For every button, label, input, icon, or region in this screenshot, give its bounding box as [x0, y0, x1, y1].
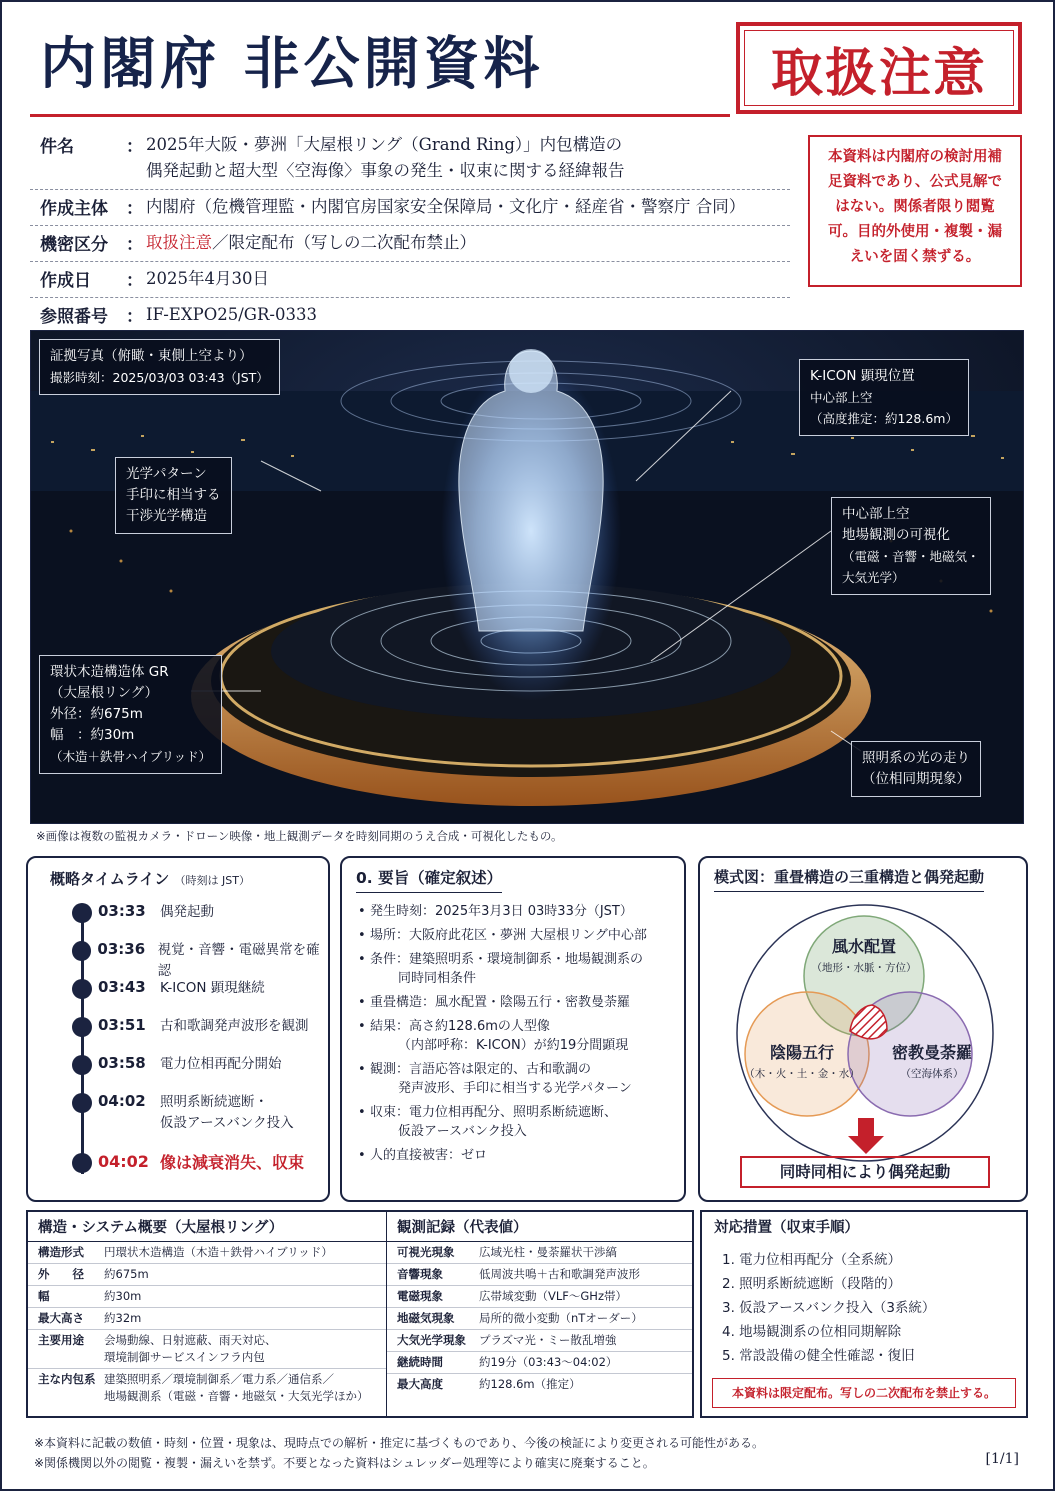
summary-line: • 人的直接被害：ゼロ [370, 1148, 488, 1163]
observation-key: 最大高度 [397, 1377, 443, 1391]
timeline-dot [72, 1017, 92, 1037]
classification-level: 取扱注意 [146, 233, 212, 252]
response-step: 5. 常設設備の健全性確認・復旧 [722, 1348, 915, 1364]
timeline-time: 03:51 [98, 1016, 146, 1034]
timeline-dot [72, 941, 91, 961]
center-line-3: （電磁・音響・地磁気・ [842, 549, 980, 564]
summary-title: 0. 要旨（確定叙述） [356, 866, 502, 893]
timeline-text: 像は減衰消失、収束 [160, 1153, 305, 1172]
optical-line-3: 干渉光学構造 [126, 508, 207, 524]
timeline-dot [72, 1055, 92, 1075]
fengshui-title: 風水配置 [831, 937, 896, 956]
response-panel [700, 1210, 1028, 1418]
confidential-stamp [736, 22, 1022, 114]
document-title: 内閣府 非公開資料 [40, 31, 544, 97]
summary-item [358, 902, 680, 921]
yinyang-label [742, 1040, 862, 1081]
meta-label: 参照番号 [40, 307, 108, 327]
callout-evidence [39, 339, 280, 395]
observation-value: 広域光柱・曼荼羅状干渉縞 [479, 1245, 617, 1259]
observation-key: 大気光学現象 [397, 1333, 466, 1347]
observation-title: 観測記録（代表値） [387, 1212, 692, 1242]
stamp-text: 取扱注意 [770, 42, 987, 104]
observation-value: 約128.6m（推定） [479, 1377, 581, 1391]
structure-key: 外 径 [38, 1267, 84, 1281]
timeline-text: 視覚・音響・電磁異常を確認 [157, 942, 320, 979]
meta-value: IF-EXPO25/GR-0333 [146, 305, 317, 324]
timeline-dot [72, 1153, 92, 1173]
structure-title: 構造・システム概要（大屋根リング） [28, 1212, 386, 1242]
timeline-time: 03:43 [98, 978, 146, 996]
observation-row [387, 1352, 692, 1374]
summary-line: • 場所：大阪府此花区・夢洲 大屋根リング中心部 [370, 928, 647, 943]
observation-row [387, 1374, 692, 1395]
timeline-text [160, 1092, 294, 1134]
response-steps [722, 1248, 935, 1368]
ring-line-1: 環状木造構造体 GR [50, 664, 169, 680]
timeline-text-line-1: 照明系断続遮断・ [160, 1094, 268, 1110]
meta-value: 2025年4月30日 [146, 269, 269, 288]
structure-value: 約32m [104, 1311, 142, 1325]
meta-row-subject [30, 128, 790, 190]
timeline-title [50, 868, 250, 889]
summary-list [358, 902, 680, 1170]
observation-row [387, 1330, 692, 1352]
document-meta [30, 128, 790, 333]
meta-row-classification [30, 226, 790, 262]
timeline-time: 04:02 [98, 1092, 146, 1110]
summary-line: • 結果：高さ約128.6mの人型像 [370, 1019, 550, 1034]
photo-caption: ※画像は複数の監視カメラ・ドローン映像・地上観測データを時刻同期のうえ合成・可視化したもの。 [36, 829, 563, 843]
distribution-warning: 本資料は限定配布。写しの二次配布を禁止する。 [712, 1378, 1016, 1408]
structure-value [104, 1371, 386, 1405]
structure-key: 構造形式 [38, 1245, 84, 1259]
observation-key: 電磁現象 [397, 1289, 443, 1303]
structure-row [28, 1264, 386, 1286]
yinyang-title: 陰陽五行 [769, 1043, 834, 1062]
structure-value-line: 会場動線、日射遮蔽、雨天対応、 [104, 1333, 277, 1347]
meta-label: 件名 [40, 137, 74, 157]
timeline-dot [72, 979, 92, 999]
observation-value: 約19分（03:43〜04:02） [479, 1355, 618, 1369]
summary-item [358, 950, 680, 988]
mandala-title: 密教曼荼羅 [891, 1043, 972, 1062]
timeline-time: 03:36 [97, 940, 146, 958]
response-title: 対応措置（収束手順） [714, 1220, 859, 1236]
kicon-line-2: 中心部上空 [810, 390, 873, 405]
down-arrow-icon [848, 1118, 884, 1154]
timeline-time: 03:58 [98, 1054, 146, 1072]
classification-detail: ／限定配布（写しの二次配布禁止） [212, 233, 476, 252]
structure-value-line: 建築照明系／環境制御系／電力系／通信系／ [104, 1372, 334, 1386]
lighting-line-1: 照明系の光の走り [862, 750, 970, 766]
subject-line-1: 2025年大阪・夢洲「大屋根リング（Grand Ring）」内包構造の [146, 135, 623, 154]
timeline-text: 電力位相再配分開始 [160, 1056, 282, 1072]
meta-colon: ： [126, 307, 143, 327]
structure-value [104, 1332, 386, 1366]
structure-key: 主な内包系 [38, 1372, 96, 1386]
center-line-1: 中心部上空 [842, 506, 910, 522]
meta-value: 内閣府（危機管理監・内閣官房国家安全保障局・文化庁・経産省・警察庁 合同） [146, 197, 746, 216]
summary-line: • 発生時刻：2025年3月3日 03時33分（JST） [370, 904, 633, 919]
observation-value: プラズマ光・ミー散乱増強 [479, 1333, 617, 1347]
footer-note-1: ※本資料に記載の数値・時刻・位置・現象は、現時点での解析・推定に基づくものであり、今後の検証により変更される可能性がある。 [34, 1436, 765, 1450]
kicon-line-3: （高度推定：約128.6m） [810, 411, 958, 426]
meta-label: 作成日 [40, 271, 91, 291]
activation-result: 同時同相により偶発起動 [740, 1156, 990, 1188]
footer-note-2: ※関係機関以外の閲覧・複製・漏えいを禁ず。不要となった資料はシュレッダー処理等により確実に廃棄すること。 [34, 1456, 655, 1470]
ring-line-4: 幅 ：約30m [50, 727, 135, 743]
summary-line-cont: 同時同相条件 [398, 971, 477, 986]
timeline-title-text: 概略タイムライン [50, 870, 170, 888]
timeline-text: K-ICON 顕現継続 [160, 980, 265, 996]
summary-line: • 条件：建築照明系・環境制御系・地場観測系の [370, 952, 644, 967]
structure-value-line: 環境制御サービスインフラ内包 [104, 1350, 265, 1364]
observation-row [387, 1264, 692, 1286]
diagram-panel [698, 856, 1028, 1202]
summary-item [358, 1103, 680, 1141]
summary-item [358, 1146, 680, 1165]
meta-row-date [30, 262, 790, 298]
title-underline [30, 114, 730, 117]
timeline-item-final [72, 1152, 304, 1173]
structure-row [28, 1286, 386, 1308]
observation-row [387, 1242, 692, 1264]
timeline-item [72, 1054, 282, 1075]
observation-key: 可視光現象 [397, 1245, 455, 1259]
timeline-dot [72, 1093, 92, 1113]
timeline-text: 偶発起動 [160, 904, 214, 920]
meta-row-reference [30, 298, 790, 333]
structure-row [28, 1330, 386, 1369]
summary-item [358, 1017, 680, 1055]
structure-key: 最大高さ [38, 1311, 84, 1325]
callout-center [831, 497, 991, 595]
structure-value: 約30m [104, 1289, 142, 1303]
observation-value: 広帯域変動（VLF〜GHz帯） [479, 1289, 627, 1303]
yinyang-sub: （木・火・土・金・水） [744, 1068, 860, 1080]
ring-line-3: 外径：約675m [50, 706, 143, 722]
meta-colon: ： [126, 137, 143, 157]
meta-label: 作成主体 [40, 199, 108, 219]
response-step: 3. 仮設アースバンク投入（3系統） [722, 1300, 936, 1316]
timeline-time: 03:33 [98, 902, 146, 920]
timeline-item [72, 1092, 294, 1134]
venn-diagram [700, 858, 1030, 1204]
summary-line-cont: （内部呼称：K-ICON）が約19分間顕現 [398, 1038, 629, 1053]
lighting-line-2: （位相同期現象） [862, 771, 970, 787]
response-step: 2. 照明系断続遮断（段階的） [722, 1276, 902, 1292]
structure-value: 円環状木造構造（木造＋鉄骨ハイブリッド） [104, 1245, 333, 1259]
timeline-panel [26, 856, 330, 1202]
stamp-inner-border [744, 30, 1014, 106]
structure-row [28, 1369, 386, 1407]
page-number: [1/1] [985, 1451, 1019, 1467]
subject-line-2: 偶発起動と超大型〈空海像〉事象の発生・収束に関する経緯報告 [146, 161, 625, 180]
meta-row-author [30, 190, 790, 226]
meta-value [146, 230, 790, 256]
timeline-item [72, 940, 328, 982]
observation-row [387, 1286, 692, 1308]
observation-key: 音響現象 [397, 1267, 443, 1281]
observation-value: 低周波共鳴＋古和歌調発声波形 [479, 1267, 640, 1281]
summary-line: • 観測：言語応答は限定的、古和歌調の [370, 1062, 592, 1077]
summary-panel [340, 856, 686, 1202]
observation-row [387, 1308, 692, 1330]
fengshui-label [804, 934, 924, 975]
structure-value: 約675m [104, 1267, 149, 1281]
structure-key: 主要用途 [38, 1333, 84, 1347]
observation-key: 継続時間 [397, 1355, 443, 1369]
structure-row [28, 1308, 386, 1330]
meta-colon: ： [126, 199, 143, 219]
restriction-notice: 本資料は内閣府の検討用補足資料であり、公式見解ではない。関係者限り閲覧可。目的外使用・複製・漏えいを固く禁ずる。 [808, 135, 1022, 287]
summary-item [358, 993, 680, 1012]
timeline-dot [72, 903, 92, 923]
center-line-2: 地場観測の可視化 [842, 527, 950, 543]
timeline-text-line-2: 仮設アースバンク投入 [160, 1115, 294, 1131]
fengshui-sub: （地形・水脈・方位） [811, 962, 917, 974]
structure-value-line: 地場観測系（電磁・音響・地磁気・大気光学ほか） [104, 1389, 369, 1403]
structure-section [28, 1212, 386, 1407]
evidence-time: 撮影時刻：2025/03/03 03:43（JST） [50, 370, 269, 385]
summary-line: • 収束：電力位相再配分、照明系断続遮断、 [370, 1105, 618, 1120]
evidence-photo [30, 330, 1024, 824]
observation-value: 局所的微小変動（nTオーダー） [479, 1311, 643, 1325]
callout-kicon [799, 359, 969, 436]
ring-line-5: （木造＋鉄骨ハイブリッド） [50, 749, 212, 764]
timeline-note: （時刻は JST） [174, 874, 250, 887]
structure-key: 幅 [38, 1289, 50, 1303]
summary-item [358, 1060, 680, 1098]
optical-line-1: 光学パターン [126, 466, 207, 482]
timeline-time: 04:02 [98, 1152, 149, 1171]
kicon-line-1: K-ICON 顕現位置 [810, 368, 915, 384]
ring-line-2: （大屋根リング） [50, 685, 159, 701]
diagram-title: 模式図：重畳構造の三重構造と偶発起動 [714, 866, 984, 892]
observation-key: 地磁気現象 [397, 1311, 455, 1325]
center-line-4: 大気光学） [842, 570, 905, 585]
timeline-item [72, 1016, 309, 1037]
callout-ring [39, 655, 222, 774]
summary-item [358, 926, 680, 945]
optical-line-2: 手印に相当する [126, 487, 221, 503]
callout-lighting [851, 741, 981, 797]
meta-colon: ： [126, 271, 143, 291]
summary-line: • 重畳構造：風水配置・陰陽五行・密教曼荼羅 [370, 995, 631, 1010]
timeline-item [72, 902, 214, 923]
evidence-title: 証拠写真（俯瞰・東側上空より） [50, 348, 253, 364]
meta-label: 機密区分 [40, 235, 108, 255]
summary-line-cont: 仮設アースバンク投入 [398, 1124, 527, 1139]
response-step: 4. 地場観測系の位相同期解除 [722, 1324, 902, 1340]
meta-colon: ： [126, 235, 143, 255]
callout-optical [115, 457, 232, 534]
summary-line-cont: 発声波形、手印に相当する光学パターン [398, 1081, 632, 1096]
structure-row [28, 1242, 386, 1264]
timeline-item [72, 978, 265, 999]
response-step: 1. 電力位相再配分（全系統） [722, 1252, 902, 1268]
structure-observation-panel [26, 1210, 694, 1418]
observation-section [387, 1212, 692, 1395]
meta-value [146, 132, 790, 184]
mandala-sub: （空海体系） [900, 1068, 964, 1080]
mandala-label [872, 1040, 992, 1081]
timeline-text: 古和歌調発声波形を観測 [160, 1018, 309, 1034]
